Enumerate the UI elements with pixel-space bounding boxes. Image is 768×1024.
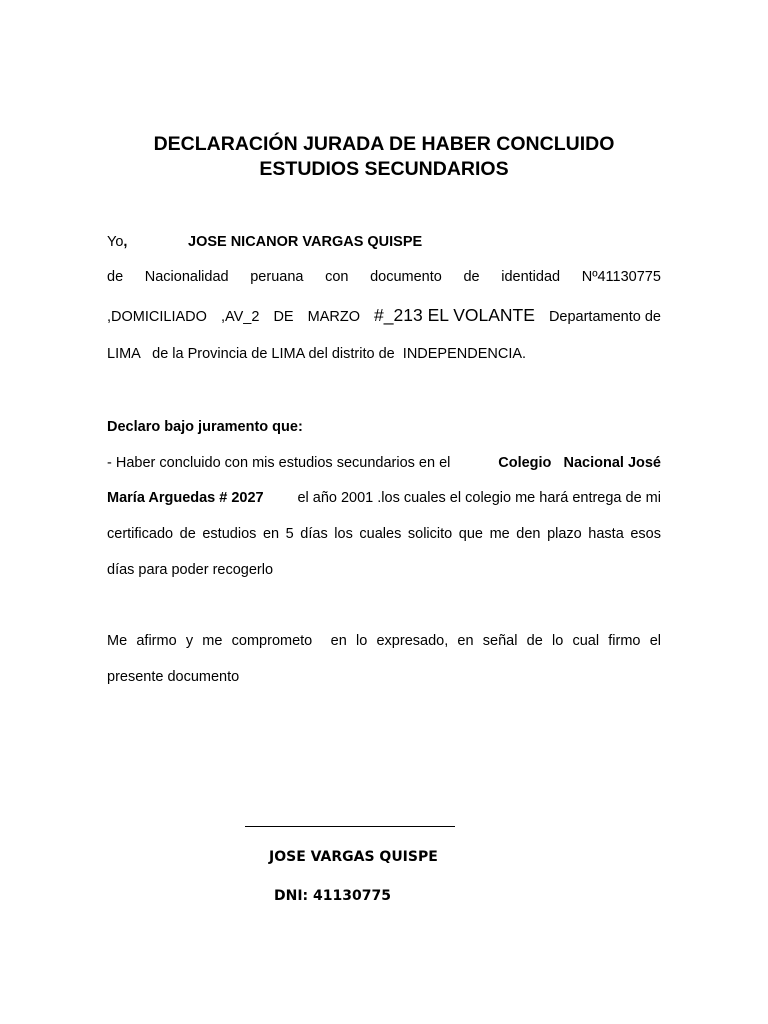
department-label: Departamento de xyxy=(548,309,661,325)
school-name: Colegio Nacional José xyxy=(498,455,661,471)
identity-word: peruana xyxy=(250,269,304,285)
school-name-continued: María Arguedas # 2027 xyxy=(107,490,264,506)
signature-line xyxy=(245,815,455,827)
document-title xyxy=(0,132,768,182)
signature-name: JOSE VARGAS QUISPE xyxy=(269,849,438,865)
title-line-2: ESTUDIOS SECUNDARIOS xyxy=(259,158,509,180)
signature-dni: DNI: 41130775 xyxy=(274,888,391,904)
identity-word: Nº41130775 xyxy=(581,269,661,285)
body-line-4: días para poder recogerlo xyxy=(107,562,274,578)
declarant-prefix: Yo xyxy=(107,234,124,250)
address-word: ,AV_2 xyxy=(220,309,260,325)
street-address: #_213 EL VOLANTE xyxy=(374,305,535,325)
identity-word: Nacionalidad xyxy=(144,269,229,285)
identity-word: identidad xyxy=(501,269,561,285)
identity-line xyxy=(107,269,661,285)
body-text: el año 2001 .los cuales el colegio me hará entrega de mi xyxy=(297,490,661,506)
body-line-3: certificado de estudios en 5 días los cuales solicito que me den plazo hasta esos xyxy=(107,526,661,542)
address-word: ,DOMICILIADO xyxy=(107,309,207,325)
identity-word: con xyxy=(325,269,349,285)
declarant-line xyxy=(107,234,661,250)
body-line-2 xyxy=(107,490,661,506)
declarant-name: JOSE NICANOR VARGAS QUISPE xyxy=(188,234,423,250)
affirmation-line-1: Me afirmo y me comprometo en lo expresado, en señal de lo cual firmo el xyxy=(107,633,661,649)
identity-word: de xyxy=(463,269,480,285)
address-line xyxy=(107,305,661,326)
address-word: DE xyxy=(273,309,294,325)
declaration-heading: Declaro bajo juramento que: xyxy=(107,419,303,435)
body-line-1 xyxy=(107,455,661,471)
address-word: MARZO xyxy=(307,309,360,325)
title-line-1: DECLARACIÓN JURADA DE HABER CONCLUIDO xyxy=(153,133,615,155)
location-line: LIMA de la Provincia de LIMA del distrito de INDEPENDENCIA. xyxy=(107,346,527,362)
identity-word: documento xyxy=(370,269,442,285)
body-text: - Haber concluido con mis estudios secundarios en el xyxy=(107,455,451,471)
identity-word: de xyxy=(107,269,124,285)
declarant-comma: , xyxy=(123,234,128,250)
affirmation-line-2: presente documento xyxy=(107,669,240,685)
